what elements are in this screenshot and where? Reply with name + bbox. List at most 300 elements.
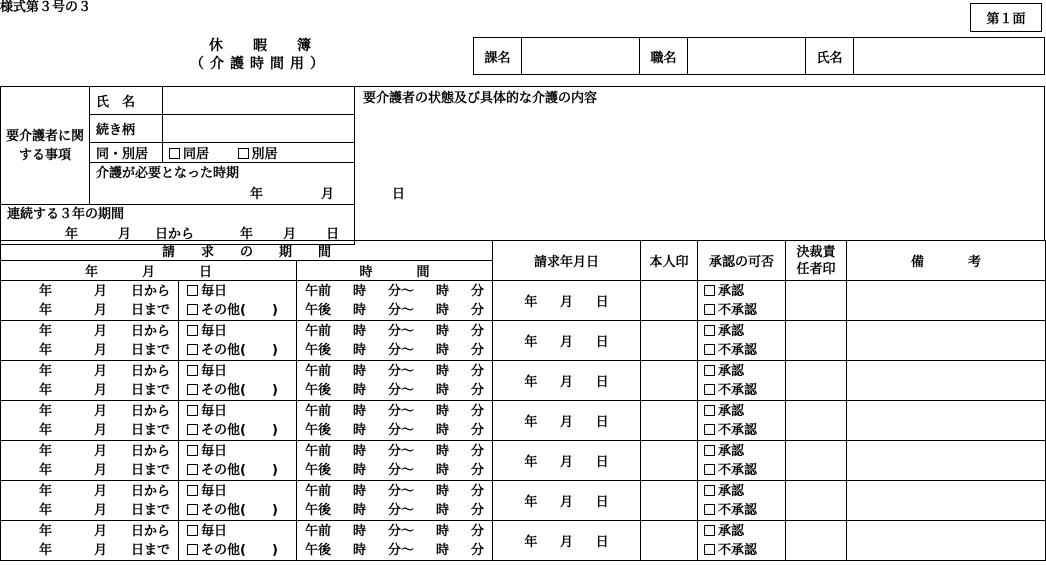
- end-hour: 時: [436, 323, 450, 339]
- seal-cell[interactable]: [641, 521, 698, 561]
- section-label: 課名: [474, 38, 522, 75]
- disapprove-label: 不承認: [718, 502, 758, 518]
- time-range-cell[interactable]: [297, 321, 493, 361]
- ymd-header: 年月日: [1, 261, 297, 281]
- three-year-period-label: 連続する３年の期間: [7, 207, 125, 222]
- disapprove-checkbox[interactable]: [704, 544, 715, 555]
- approval-cell: [698, 481, 786, 521]
- frequency-cell: [179, 441, 297, 481]
- from-day: 日から: [130, 323, 170, 339]
- until-year: 年: [39, 422, 53, 438]
- approval-cell: [698, 521, 786, 561]
- frequency-cell: [179, 361, 297, 401]
- request-date-cell[interactable]: [493, 321, 641, 361]
- department-table: [473, 37, 1045, 75]
- other-label: その他( ): [201, 542, 278, 558]
- end-hour-pm: 時: [436, 342, 450, 358]
- req-month: 月: [559, 295, 573, 310]
- disapprove-label: 不承認: [718, 382, 758, 398]
- decider-seal-cell[interactable]: [786, 321, 847, 361]
- end-hour-pm: 時: [436, 502, 450, 518]
- disapprove-checkbox[interactable]: [704, 464, 715, 475]
- start-minute-pm: 分～: [388, 422, 415, 438]
- approval-cell: [698, 321, 786, 361]
- date-range-cell[interactable]: [1, 361, 179, 401]
- req-year: 年: [524, 335, 538, 350]
- start-minute-pm: 分～: [388, 302, 415, 318]
- req-year: 年: [524, 535, 538, 550]
- approval-cell: [698, 281, 786, 321]
- approval-cell: [698, 441, 786, 481]
- approve-checkbox[interactable]: [704, 445, 715, 456]
- care-name-field[interactable]: [163, 87, 355, 115]
- approval-cell: [698, 401, 786, 441]
- table-row: [1, 481, 1046, 521]
- daily-checkbox[interactable]: [187, 325, 198, 336]
- daily-checkbox[interactable]: [187, 405, 198, 416]
- end-minute-pm: 分: [471, 342, 485, 358]
- am-label: 午前: [305, 363, 332, 379]
- approve-label: 承認: [718, 523, 745, 539]
- end-hour: 時: [436, 363, 450, 379]
- other-checkbox[interactable]: [187, 464, 198, 475]
- start-minute: 分～: [388, 443, 415, 459]
- time-range-cell[interactable]: [297, 521, 493, 561]
- remarks-cell[interactable]: [847, 281, 1046, 321]
- from-month: 月: [93, 323, 107, 339]
- approve-label: 承認: [718, 483, 745, 499]
- start-minute: 分～: [388, 363, 415, 379]
- end-minute: 分: [471, 283, 485, 299]
- decider-seal-cell[interactable]: [786, 361, 847, 401]
- approve-checkbox[interactable]: [704, 525, 715, 536]
- request-date-cell[interactable]: [493, 281, 641, 321]
- form-title-main: 休暇簿: [209, 38, 341, 54]
- remarks-cell[interactable]: [847, 361, 1046, 401]
- from-day: 日から: [130, 403, 170, 419]
- am-label: 午前: [305, 323, 332, 339]
- decider-header-line1: 決裁責: [796, 244, 836, 260]
- from-day: 日から: [130, 363, 170, 379]
- from-day: 日から: [130, 523, 170, 539]
- start-minute: 分～: [388, 523, 415, 539]
- req-month: 月: [559, 335, 573, 350]
- end-hour: 時: [436, 523, 450, 539]
- end-minute: 分: [471, 523, 485, 539]
- date-range-cell[interactable]: [1, 441, 179, 481]
- decider-seal-cell[interactable]: [786, 281, 847, 321]
- page-number: 第１面: [970, 3, 1042, 32]
- approve-checkbox[interactable]: [704, 365, 715, 376]
- relation-field[interactable]: [163, 115, 355, 143]
- name-field[interactable]: [854, 38, 1045, 75]
- daily-checkbox[interactable]: [187, 525, 198, 536]
- am-label: 午前: [305, 403, 332, 419]
- time-range-cell[interactable]: [297, 361, 493, 401]
- name-label: 氏名: [806, 38, 854, 75]
- period-day-2: 日: [326, 227, 340, 242]
- date-range-cell[interactable]: [1, 521, 179, 561]
- care-content-label: 要介護者の状態及び具体的な介護の内容: [363, 91, 598, 106]
- req-month: 月: [559, 535, 573, 550]
- until-month: 月: [93, 342, 107, 358]
- until-day: 日まで: [130, 502, 170, 518]
- period-year-2: 年: [240, 227, 254, 242]
- date-range-cell[interactable]: [1, 401, 179, 441]
- table-row: [1, 401, 1046, 441]
- frequency-cell: [179, 401, 297, 441]
- start-minute-pm: 分～: [388, 542, 415, 558]
- date-range-cell[interactable]: [1, 321, 179, 361]
- req-day: 日: [595, 375, 609, 390]
- start-hour-pm: 時: [353, 422, 367, 438]
- time-range-cell[interactable]: [297, 481, 493, 521]
- cohab-checkbox-together[interactable]: [169, 148, 180, 159]
- approve-label: 承認: [718, 443, 745, 459]
- req-year: 年: [524, 295, 538, 310]
- cohab-checkbox-separate[interactable]: [238, 148, 249, 159]
- from-month: 月: [93, 363, 107, 379]
- end-hour-pm: 時: [436, 302, 450, 318]
- start-minute: 分～: [388, 283, 415, 299]
- start-hour-pm: 時: [353, 542, 367, 558]
- care-name-label: 氏 名: [90, 87, 163, 115]
- daily-label: 毎日: [201, 323, 228, 339]
- seal-cell[interactable]: [641, 361, 698, 401]
- start-minute-pm: 分～: [388, 382, 415, 398]
- pm-label: 午後: [305, 302, 332, 318]
- request-table: [0, 240, 1046, 561]
- am-label: 午前: [305, 283, 332, 299]
- start-hour-pm: 時: [353, 382, 367, 398]
- start-hour: 時: [353, 363, 367, 379]
- end-hour-pm: 時: [436, 542, 450, 558]
- time-range-cell[interactable]: [297, 441, 493, 481]
- start-hour-pm: 時: [353, 302, 367, 318]
- start-minute: 分～: [388, 483, 415, 499]
- approval-cell: [698, 361, 786, 401]
- approve-checkbox[interactable]: [704, 325, 715, 336]
- remarks-cell[interactable]: [847, 321, 1046, 361]
- seal-cell[interactable]: [641, 481, 698, 521]
- other-checkbox[interactable]: [187, 504, 198, 515]
- until-month: 月: [93, 382, 107, 398]
- seal-cell[interactable]: [641, 401, 698, 441]
- start-hour: 時: [353, 283, 367, 299]
- time-range-cell[interactable]: [297, 281, 493, 321]
- end-hour: 時: [436, 483, 450, 499]
- care-content-area[interactable]: [355, 86, 1045, 241]
- start-hour-pm: 時: [353, 342, 367, 358]
- cohab-options: [163, 143, 355, 163]
- pm-label: 午後: [305, 542, 332, 558]
- date-range-cell[interactable]: [1, 481, 179, 521]
- from-year: 年: [39, 523, 53, 539]
- am-label: 午前: [305, 523, 332, 539]
- from-year: 年: [39, 283, 53, 299]
- until-year: 年: [39, 462, 53, 478]
- until-month: 月: [93, 302, 107, 318]
- req-year: 年: [524, 455, 538, 470]
- request-date-cell[interactable]: [493, 481, 641, 521]
- req-day: 日: [595, 495, 609, 510]
- daily-checkbox[interactable]: [187, 285, 198, 296]
- daily-label: 毎日: [201, 483, 228, 499]
- post-field[interactable]: [688, 38, 806, 75]
- until-year: 年: [39, 302, 53, 318]
- care-need-month: 月: [321, 187, 335, 202]
- from-month: 月: [93, 443, 107, 459]
- end-minute-pm: 分: [471, 542, 485, 558]
- daily-label: 毎日: [201, 363, 228, 379]
- approve-label: 承認: [718, 283, 745, 299]
- table-row: [1, 281, 1046, 321]
- start-hour-pm: 時: [353, 502, 367, 518]
- approve-checkbox[interactable]: [704, 285, 715, 296]
- start-hour: 時: [353, 403, 367, 419]
- remarks-header: 備考: [847, 241, 1046, 281]
- approve-checkbox[interactable]: [704, 485, 715, 496]
- from-month: 月: [93, 523, 107, 539]
- other-label: その他( ): [201, 422, 278, 438]
- until-day: 日まで: [130, 302, 170, 318]
- cohab-option-separate: 別居: [251, 147, 278, 162]
- end-minute: 分: [471, 443, 485, 459]
- frequency-cell: [179, 321, 297, 361]
- three-year-period-cell[interactable]: [1, 205, 355, 245]
- end-minute-pm: 分: [471, 502, 485, 518]
- pm-label: 午後: [305, 382, 332, 398]
- until-day: 日まで: [130, 422, 170, 438]
- other-label: その他( ): [201, 342, 278, 358]
- cohab-option-together: 同居: [183, 147, 210, 162]
- end-minute: 分: [471, 323, 485, 339]
- req-day: 日: [595, 455, 609, 470]
- disapprove-checkbox[interactable]: [704, 504, 715, 515]
- seal-cell[interactable]: [641, 281, 698, 321]
- end-minute: 分: [471, 403, 485, 419]
- disapprove-checkbox[interactable]: [704, 304, 715, 315]
- from-day: 日から: [130, 283, 170, 299]
- end-hour-pm: 時: [436, 382, 450, 398]
- daily-label: 毎日: [201, 283, 228, 299]
- approve-label: 承認: [718, 363, 745, 379]
- care-need-cell[interactable]: [90, 163, 406, 205]
- pm-label: 午後: [305, 462, 332, 478]
- table-row: [1, 361, 1046, 401]
- decider-header-line2: 任者印: [796, 261, 836, 277]
- daily-checkbox[interactable]: [187, 365, 198, 376]
- daily-checkbox[interactable]: [187, 445, 198, 456]
- pm-label: 午後: [305, 342, 332, 358]
- req-month: 月: [559, 495, 573, 510]
- request-date-cell[interactable]: [493, 401, 641, 441]
- from-month: 月: [93, 283, 107, 299]
- req-year: 年: [524, 375, 538, 390]
- until-month: 月: [93, 502, 107, 518]
- start-minute: 分～: [388, 323, 415, 339]
- start-minute: 分～: [388, 403, 415, 419]
- period-month-2: 月: [283, 227, 297, 242]
- until-day: 日まで: [130, 542, 170, 558]
- req-day: 日: [595, 535, 609, 550]
- pm-label: 午後: [305, 422, 332, 438]
- from-month: 月: [93, 483, 107, 499]
- until-year: 年: [39, 502, 53, 518]
- approve-label: 承認: [718, 323, 745, 339]
- until-year: 年: [39, 382, 53, 398]
- request-date-cell[interactable]: [493, 441, 641, 481]
- from-year: 年: [39, 323, 53, 339]
- end-hour-pm: 時: [436, 422, 450, 438]
- decider-seal-cell[interactable]: [786, 521, 847, 561]
- disapprove-label: 不承認: [718, 462, 758, 478]
- decider-seal-cell[interactable]: [786, 441, 847, 481]
- start-hour-pm: 時: [353, 462, 367, 478]
- seal-header: 本人印: [641, 241, 698, 281]
- start-minute-pm: 分～: [388, 342, 415, 358]
- start-hour: 時: [353, 323, 367, 339]
- decider-seal-cell[interactable]: [786, 401, 847, 441]
- other-checkbox[interactable]: [187, 384, 198, 395]
- approve-checkbox[interactable]: [704, 405, 715, 416]
- start-minute-pm: 分～: [388, 502, 415, 518]
- start-minute-pm: 分～: [388, 462, 415, 478]
- from-month: 月: [93, 403, 107, 419]
- form-id: 様式第３号の３: [0, 0, 92, 15]
- remarks-cell[interactable]: [847, 441, 1046, 481]
- post-label: 職名: [640, 38, 688, 75]
- disapprove-checkbox[interactable]: [704, 424, 715, 435]
- req-day: 日: [595, 415, 609, 430]
- disapprove-label: 不承認: [718, 422, 758, 438]
- remarks-cell[interactable]: [847, 521, 1046, 561]
- from-year: 年: [39, 403, 53, 419]
- seal-cell[interactable]: [641, 441, 698, 481]
- start-hour: 時: [353, 483, 367, 499]
- period-month-1: 月: [118, 227, 132, 242]
- req-month: 月: [559, 455, 573, 470]
- other-label: その他( ): [201, 302, 278, 318]
- end-minute-pm: 分: [471, 462, 485, 478]
- time-header: 時間: [297, 261, 493, 281]
- from-year: 年: [39, 363, 53, 379]
- disapprove-label: 不承認: [718, 542, 758, 558]
- am-label: 午前: [305, 483, 332, 499]
- end-minute: 分: [471, 363, 485, 379]
- end-minute: 分: [471, 483, 485, 499]
- period-from: 日から: [155, 227, 195, 242]
- end-minute-pm: 分: [471, 422, 485, 438]
- until-day: 日まで: [130, 342, 170, 358]
- care-need-label: 介護が必要となった時期: [96, 166, 240, 181]
- form-title: [150, 37, 370, 73]
- remarks-cell[interactable]: [847, 481, 1046, 521]
- care-need-year: 年: [250, 187, 264, 202]
- from-day: 日から: [130, 443, 170, 459]
- until-month: 月: [93, 542, 107, 558]
- other-label: その他( ): [201, 502, 278, 518]
- request-date-header: 請求年月日: [493, 241, 641, 281]
- table-row: [1, 521, 1046, 561]
- decider-seal-cell[interactable]: [786, 481, 847, 521]
- req-day: 日: [595, 295, 609, 310]
- other-checkbox[interactable]: [187, 344, 198, 355]
- until-day: 日まで: [130, 382, 170, 398]
- daily-label: 毎日: [201, 403, 228, 419]
- approval-header: 承認の可否: [698, 241, 786, 281]
- care-recipient-table: [0, 86, 406, 245]
- until-year: 年: [39, 542, 53, 558]
- from-year: 年: [39, 443, 53, 459]
- relation-label: 続き柄: [90, 115, 163, 143]
- req-year: 年: [524, 495, 538, 510]
- form-title-sub: （介護時間用）: [190, 56, 330, 72]
- request-date-cell[interactable]: [493, 361, 641, 401]
- am-label: 午前: [305, 443, 332, 459]
- disapprove-checkbox[interactable]: [704, 344, 715, 355]
- end-hour: 時: [436, 443, 450, 459]
- care-need-day: 日: [392, 187, 406, 202]
- req-year: 年: [524, 415, 538, 430]
- other-label: その他( ): [201, 462, 278, 478]
- end-minute-pm: 分: [471, 302, 485, 318]
- daily-checkbox[interactable]: [187, 485, 198, 496]
- frequency-cell: [179, 281, 297, 321]
- daily-label: 毎日: [201, 443, 228, 459]
- end-hour: 時: [436, 283, 450, 299]
- frequency-cell: [179, 481, 297, 521]
- pm-label: 午後: [305, 502, 332, 518]
- req-month: 月: [559, 415, 573, 430]
- from-day: 日から: [130, 483, 170, 499]
- frequency-cell: [179, 521, 297, 561]
- approve-label: 承認: [718, 403, 745, 419]
- end-hour-pm: 時: [436, 462, 450, 478]
- section-field[interactable]: [522, 38, 640, 75]
- req-day: 日: [595, 335, 609, 350]
- request-date-cell[interactable]: [493, 521, 641, 561]
- until-month: 月: [93, 462, 107, 478]
- other-checkbox[interactable]: [187, 544, 198, 555]
- care-category-label: 要介護者に関する事項: [1, 87, 90, 205]
- start-hour: 時: [353, 523, 367, 539]
- care-need-date: [90, 183, 406, 202]
- table-row: [1, 321, 1046, 361]
- from-year: 年: [39, 483, 53, 499]
- remarks-cell[interactable]: [847, 401, 1046, 441]
- date-range-cell[interactable]: [1, 281, 179, 321]
- other-checkbox[interactable]: [187, 424, 198, 435]
- daily-label: 毎日: [201, 523, 228, 539]
- cohab-label: 同・別居: [90, 143, 163, 163]
- end-hour: 時: [436, 403, 450, 419]
- table-row: [1, 441, 1046, 481]
- until-year: 年: [39, 342, 53, 358]
- other-checkbox[interactable]: [187, 304, 198, 315]
- until-day: 日まで: [130, 462, 170, 478]
- time-range-cell[interactable]: [297, 401, 493, 441]
- period-year-1: 年: [65, 227, 79, 242]
- seal-cell[interactable]: [641, 321, 698, 361]
- decider-header: [786, 241, 847, 281]
- req-month: 月: [559, 375, 573, 390]
- disapprove-checkbox[interactable]: [704, 384, 715, 395]
- until-month: 月: [93, 422, 107, 438]
- end-minute-pm: 分: [471, 382, 485, 398]
- disapprove-label: 不承認: [718, 342, 758, 358]
- start-hour: 時: [353, 443, 367, 459]
